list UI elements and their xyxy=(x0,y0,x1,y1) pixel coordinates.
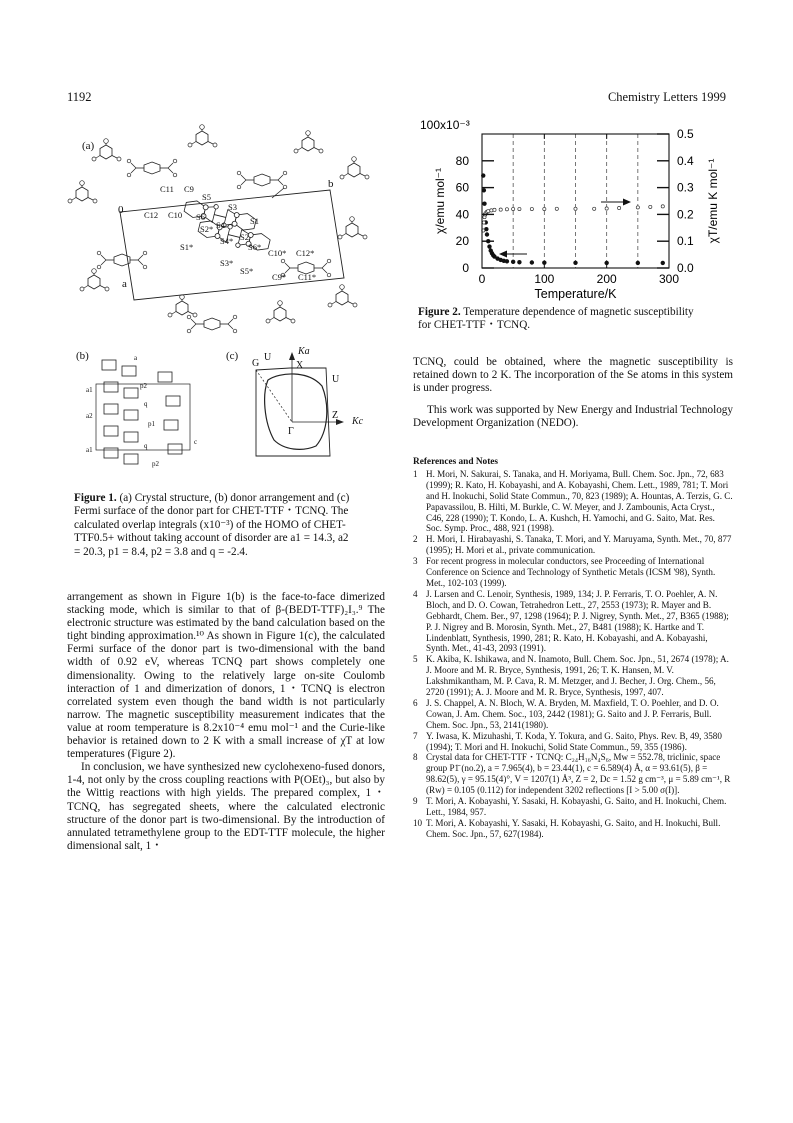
atom-label: C9* xyxy=(272,272,287,282)
y-tick-label: 60 xyxy=(455,180,469,195)
crystal-structure-drawing xyxy=(62,118,382,346)
reference-item xyxy=(413,796,733,818)
caption-line: = 20.3, p1 = 8.4, p2 = 3.8 and q = -2.4. xyxy=(74,545,248,558)
reference-item xyxy=(413,589,733,654)
point-gamma-label: Γ xyxy=(288,426,294,437)
atom-label: S6* xyxy=(248,242,262,252)
panel-a-label: (a) xyxy=(82,140,95,152)
caption-line: Fermi surface of the donor part for CHET-TTF・TCNQ. The xyxy=(74,505,349,518)
y2-tick-label: 0.4 xyxy=(677,153,694,168)
atom-label: S1* xyxy=(180,242,194,252)
data-point xyxy=(618,206,621,209)
point-u-label: U xyxy=(264,352,272,363)
caption-line: TTF0.5+ without taking account of disorder are a1 = 14.3, a2 xyxy=(74,532,349,545)
y-tick-label: 40 xyxy=(455,207,469,222)
overlap-label: p2 xyxy=(140,382,147,390)
overlap-label: p2 xyxy=(152,460,159,468)
data-point xyxy=(661,261,665,265)
x-axis-label: Temperature/K xyxy=(534,287,617,301)
figure1-panel-a xyxy=(62,118,382,346)
atom-label: S2* xyxy=(200,224,214,234)
reference-number: 4 xyxy=(413,588,418,599)
data-point xyxy=(482,221,485,224)
data-point xyxy=(499,208,502,211)
body-text-right xyxy=(413,356,733,430)
data-point xyxy=(636,206,639,209)
atom-label: S3* xyxy=(220,258,234,268)
overlap-label: q xyxy=(144,442,148,450)
data-point xyxy=(511,260,515,264)
series-left-arrowhead xyxy=(499,251,507,258)
x-tick-label: 200 xyxy=(596,272,617,286)
y2-tick-label: 0.2 xyxy=(677,207,694,222)
reference-item xyxy=(413,534,733,556)
figure1-panel-c xyxy=(226,346,386,474)
reference-text: J. S. Chappel, A. N. Bloch, W. A. Bryden, M. Maxfield, T. O. Poehler, and D. O. Cowan, J. Am. Chem. Soc., 103, 2442 (1981); G. Saito and J. P. Ferraris, Bull. Chem. Soc. Jpn., 53, 2141(1980). xyxy=(426,697,719,730)
axis-b-label: b xyxy=(328,178,334,190)
panel-c-label: (c) xyxy=(226,350,239,362)
origin-label: 0 xyxy=(118,204,124,216)
reference-text: T. Mori, A. Kobayashi, Y. Sasaki, H. Kobayashi, G. Saito, and H. Inokuchi, Bull. Chem. Soc. Jpn., 57, 627(1984). xyxy=(426,817,721,839)
references-heading: References and Notes xyxy=(413,457,499,467)
reference-number: 2 xyxy=(413,534,418,545)
reference-number: 8 xyxy=(413,752,418,763)
y-tick-label: 80 xyxy=(455,153,469,168)
atom-label: C9 xyxy=(184,184,194,194)
x-tick-label: 300 xyxy=(658,272,680,286)
reference-number: 3 xyxy=(413,556,418,567)
reference-text: H. Mori, I. Hirabayashi, S. Tanaka, T. Mori, and Y. Maruyama, Synth. Met., 70, 877 (1995); H. Mori et al., private communication. xyxy=(426,534,732,556)
overlap-label: a1 xyxy=(86,386,93,394)
axis-a-label: a xyxy=(122,278,127,290)
data-point xyxy=(485,232,489,236)
x-tick-label: 100 xyxy=(534,272,555,286)
atom-label: S1 xyxy=(250,216,259,226)
figure1-caption xyxy=(74,492,380,559)
reference-item xyxy=(413,752,733,796)
caption-line: for CHET-TTF・TCNQ. xyxy=(418,319,531,332)
kc-axis-label: Kc xyxy=(352,416,364,427)
references xyxy=(413,457,733,840)
y-tick-label: 20 xyxy=(455,234,469,249)
atom-label: S6 xyxy=(196,212,205,222)
data-point xyxy=(605,207,608,210)
paragraph: This work was supported by New Energy and Industrial Technology Development Organization (NEDO). xyxy=(413,404,733,430)
y2-tick-label: 0.5 xyxy=(677,127,694,141)
data-point xyxy=(482,201,486,205)
reference-text: For recent progress in molecular conductors, see Proceeding of International Conference on Science and Technology of Synthetic Metals (ICSM '98), Synth. Met., 102-103 (1999). xyxy=(426,556,716,588)
paragraph: arrangement as shown in Figure 1(b) is the face-to-face dimerized stacking mode, which is similar to that of β-(BEDT-TTF)₂I₃.⁹ The electronic structure was estimated by the band calculation based on the tight binding approximation.¹⁰ As shown in Figure 1(c), the calculated Fermi surface of the donor part is two-dimensional with the band width of 0.92 eV, whereas TCNQ part shows completely one dimensionality. Owing to the relatively large on-site Coulomb interaction of 1 and dimerization of donors, 1・TCNQ is electron correlated system even though the band width is not particularly narrow. The magnetic susceptibility measurement indicates that the value at room temperature is 8.2x10⁻⁴ emu mol⁻¹ and the Curie-like behavior is retained down to 2 K with a small increase of χT at low temperatures (Figure 2). xyxy=(67,591,385,761)
data-point xyxy=(649,205,652,208)
reference-text: Crystal data for CHET-TTF・TCNQ: C₂₄H₁₆N₄S₆, Mw = 552.78, triclinic, space group P1̄ (no.2), a = 7.965(4), b = 23.44(1), c = 6.589(4) Å, α = 93.61(5), β = 98.62(5), γ = 95.15(4)°, V = 1207(1) Å³, Z = 2, Dc = 1.52 g cm⁻³, μ = 5.89 cm⁻¹, R (Rw) = 0.105 (0.112) for independent 3202 reflections [I > 5.00 σ(I)]. xyxy=(426,752,731,796)
data-point xyxy=(661,205,664,208)
page-number: 1192 xyxy=(67,90,92,104)
point-z-label: Z xyxy=(332,410,339,421)
figure1-caption-label: Figure 1. xyxy=(74,492,117,504)
reference-item xyxy=(413,654,733,698)
atom-label: S4* xyxy=(220,236,234,246)
series-right-arrowhead xyxy=(623,199,631,206)
data-point xyxy=(518,207,521,210)
reference-text: T. Mori, A. Kobayashi, Y. Sasaki, H. Kobayashi, G. Saito, and H. Inokuchi, Chem. Lett., 1984, 957. xyxy=(426,796,727,817)
data-point xyxy=(517,260,521,264)
reference-item xyxy=(413,698,733,731)
paragraph: TCNQ, could be obtained, where the magnetic susceptibility is retained down to 2 K. The incorporation of the Se atoms in this system is under progress. xyxy=(413,356,733,395)
y2-tick-label: 0.1 xyxy=(677,234,694,249)
atom-label: C10* xyxy=(268,248,287,258)
caption-line: calculated overlap integrals (x10⁻³) of the HOMO of CHET- xyxy=(74,518,346,531)
reference-item xyxy=(413,469,733,534)
atom-label: C10 xyxy=(168,210,183,220)
reference-text: K. Akiba, K. Ishikawa, and N. Inamoto, Bull. Chem. Soc. Jpn., 51, 2674 (1978); A. J. Moore and M. R. Bryce, Synthesis, 1991, 26; T. K. Hansen, M. V. Lakshmikantham, M. P. Cava, R. M. Metzger, and J. Becher, J. Org. Chem., 56, 2720 (1991); A. J. Moore and M. R. Bryce, Synthesis, 1997, 407. xyxy=(426,654,729,698)
atom-label: C11 xyxy=(160,184,174,194)
x-tick-label: 0 xyxy=(478,272,486,286)
overlap-label: c xyxy=(194,438,198,446)
atom-label: S5* xyxy=(240,266,254,276)
figure2-chart xyxy=(415,110,735,310)
y2-tick-label: 0.0 xyxy=(677,261,694,275)
reference-number: 5 xyxy=(413,654,418,665)
figure2-caption xyxy=(418,306,738,333)
reference-text: J. Larsen and C. Lenoir, Synthesis, 1989, 134; J. P. Ferraris, T. O. Poehler, A. N. Bloch, and D. O. Cowan, Tetrahedron Lett., 27, 2553 (1973); R. Mayer and B. Gebhardt, Chem. Ber., 97, 1298 (1964); P. J. Nigrey, Synth. Met., 27, B365 (1988); P. J. Nigrey and B. Morosin, Synth. Met., 27, B481 (1988); K. Hartke and T. Lindenblatt, Synthesis, 1990, 281; R. Kato, H. Kobayashi, and A. Kobayashi, Synth. Met., 41-43, 2093 (1991). xyxy=(426,588,729,654)
y-tick-label: 0 xyxy=(462,261,469,275)
body-text-left xyxy=(67,591,385,853)
atom-label: C12 xyxy=(144,210,159,220)
data-point xyxy=(593,207,596,210)
data-point xyxy=(493,208,496,211)
reference-number: 10 xyxy=(413,817,423,828)
overlap-label: a1 xyxy=(86,446,93,454)
data-point xyxy=(512,207,515,210)
reference-text: Y. Iwasa, K. Mizuhashi, T. Koda, Y. Tokura, and G. Saito, Phys. Rev. B, 49, 3580 (1994); T. Mori and H. Inokuchi, Solid State Commun., 59, 355 (1986). xyxy=(426,730,722,752)
y2-tick-label: 0.3 xyxy=(677,180,694,195)
susceptibility-chart xyxy=(415,110,735,310)
data-point xyxy=(505,208,508,211)
overlap-label: p1 xyxy=(148,420,155,428)
point-g-label: G xyxy=(252,358,260,369)
data-point xyxy=(490,209,493,212)
data-point xyxy=(573,261,577,265)
reference-number: 1 xyxy=(413,468,418,479)
paragraph: In conclusion, we have synthesized new cyclohexeno-fused donors, 1-4, not only by the cross coupling reactions with P(OEt)₃, but also by the Wittig reactions with high yields. The prepared complex, 1・TCNQ, has segregated sheets, where the calculated electronic structure of the donor part is two-dimensional. By the introduction of annulated tetramethylene group to the EDT-TTF molecule, the higher dimensional salt, 1・ xyxy=(67,761,385,852)
overlap-label: a xyxy=(134,354,138,362)
overlap-label: a2 xyxy=(86,412,93,420)
atom-label: S3 xyxy=(228,202,237,212)
reference-number: 6 xyxy=(413,697,418,708)
donor-arrangement-drawing xyxy=(82,346,212,474)
overlap-label: q xyxy=(144,400,148,408)
data-point xyxy=(543,207,546,210)
point-x-label: X xyxy=(296,360,304,371)
point-u-label: U xyxy=(332,374,340,385)
atom-label: C12* xyxy=(296,248,315,258)
data-point xyxy=(505,259,509,263)
atom-label: S2 xyxy=(240,232,249,242)
reference-number: 9 xyxy=(413,796,418,807)
panel-b-label: (b) xyxy=(76,350,89,362)
data-point xyxy=(530,207,533,210)
fermi-surface-drawing xyxy=(226,346,386,474)
reference-item xyxy=(413,731,733,753)
figure2-caption-label: Figure 2. xyxy=(418,306,461,318)
caption-line: Temperature dependence of magnetic susceptibility xyxy=(463,306,694,318)
figure1-panel-b xyxy=(76,346,212,474)
reference-item xyxy=(413,556,733,589)
data-point xyxy=(574,207,577,210)
y2-axis-label: χT/emu K mol⁻¹ xyxy=(706,158,720,244)
ka-axis-label: Ka xyxy=(298,346,310,357)
data-point xyxy=(487,244,491,248)
data-point xyxy=(530,260,534,264)
reference-item xyxy=(413,818,733,840)
y-axis-label: χ/emu mol⁻¹ xyxy=(433,168,447,234)
reference-text: H. Mori, N. Sakurai, S. Tanaka, and H. Moriyama, Bull. Chem. Soc. Jpn., 72, 683 (1999); R. Kato, H. Kobayashi, and A. Kobayashi, Chem. Lett., 1989, 781; T. Mori and H. Inokuchi, Solid State Commun., 70, 823 (1989); A. Hountas, A. Terzis, G. C. Papavassilou, B. Hilti, M. Burkle, C. W. Meyer, and J. Zambounis, Acta Cryst., C46, 228 (1990); T. Kondo, L. A. Kushch, H. Yamochi, and G. Saito, Mat. Res. Soc. Symp. Proc., 488, 921 (1998). xyxy=(426,468,733,534)
caption-line: (a) Crystal structure, (b) donor arrangement and (c) xyxy=(119,492,350,504)
data-point xyxy=(487,210,490,213)
journal-title: Chemistry Letters 1999 xyxy=(607,90,726,104)
atom-label: S4 xyxy=(216,220,225,230)
reference-number: 7 xyxy=(413,730,418,741)
data-point xyxy=(555,207,558,210)
atom-label: S5 xyxy=(202,192,211,202)
atom-label: C11* xyxy=(298,272,317,282)
data-point xyxy=(636,261,640,265)
y-multiplier-label: 100x10⁻³ xyxy=(420,118,470,132)
